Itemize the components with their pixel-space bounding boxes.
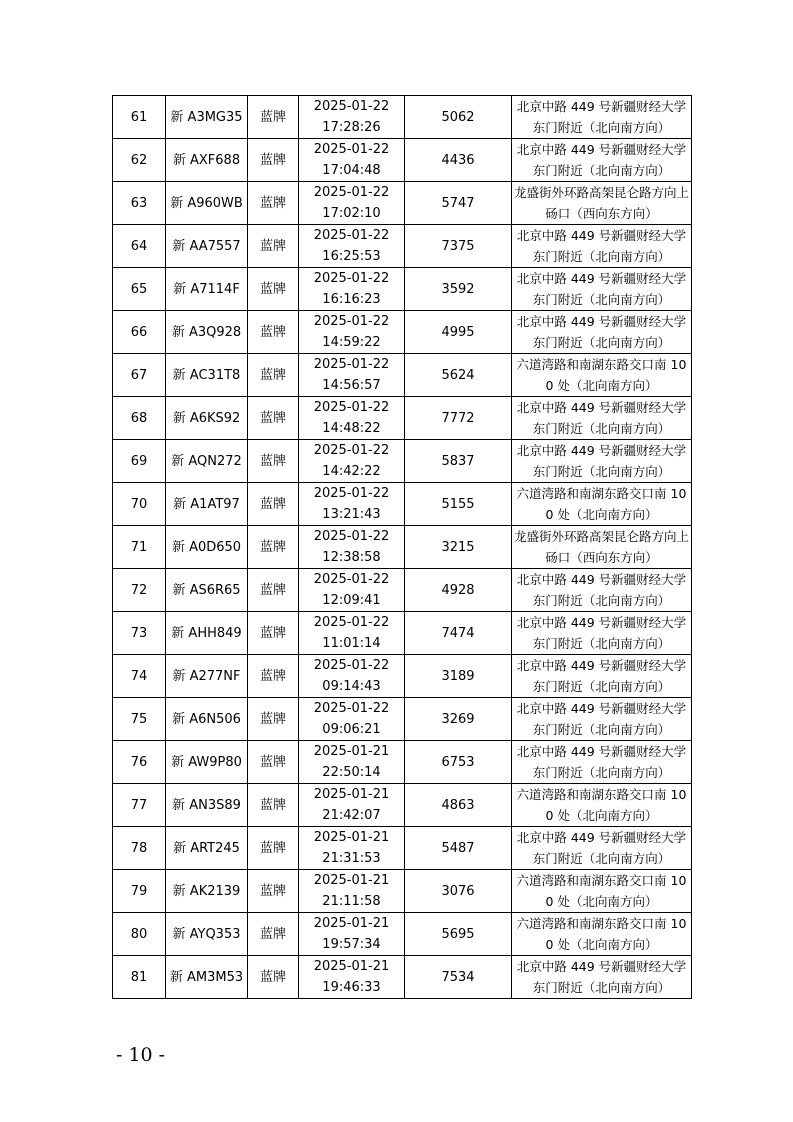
row-number-cell: 72 xyxy=(113,569,166,612)
table-row xyxy=(113,483,692,526)
time-text: 11:01:14 xyxy=(322,636,381,651)
violation-table xyxy=(112,95,692,999)
record-id-cell: 7534 xyxy=(405,956,512,999)
record-id-cell: 5837 xyxy=(405,440,512,483)
record-id-cell: 3269 xyxy=(405,698,512,741)
datetime-cell xyxy=(299,741,405,784)
plate-number-cell: 新 A1AT97 xyxy=(166,483,248,526)
record-id-cell: 5695 xyxy=(405,913,512,956)
date-text: 2025-01-22 xyxy=(313,314,390,329)
datetime-cell xyxy=(299,225,405,268)
row-number-cell: 63 xyxy=(113,182,166,225)
location-cell: 北京中路 449 号新疆财经大学东门附近（北向南方向） xyxy=(512,225,692,268)
table-row xyxy=(113,870,692,913)
table-row xyxy=(113,354,692,397)
time-text: 16:25:53 xyxy=(322,249,381,264)
datetime-cell xyxy=(299,612,405,655)
table-row xyxy=(113,569,692,612)
plate-number-cell: 新 AQN272 xyxy=(166,440,248,483)
row-number-cell: 67 xyxy=(113,354,166,397)
row-number-cell: 79 xyxy=(113,870,166,913)
row-number-cell: 65 xyxy=(113,268,166,311)
record-id-cell: 7474 xyxy=(405,612,512,655)
location-cell: 六道湾路和南湖东路交口南 100 处（北向南方向） xyxy=(512,784,692,827)
time-text: 09:14:43 xyxy=(322,679,381,694)
plate-color-cell: 蓝牌 xyxy=(248,354,299,397)
time-text: 14:59:22 xyxy=(322,335,381,350)
plate-number-cell: 新 AXF688 xyxy=(166,139,248,182)
table-row xyxy=(113,397,692,440)
plate-number-cell: 新 AYQ353 xyxy=(166,913,248,956)
location-cell: 北京中路 449 号新疆财经大学东门附近（北向南方向） xyxy=(512,569,692,612)
location-cell: 北京中路 449 号新疆财经大学东门附近（北向南方向） xyxy=(512,139,692,182)
datetime-cell xyxy=(299,784,405,827)
plate-color-cell: 蓝牌 xyxy=(248,182,299,225)
time-text: 21:31:53 xyxy=(322,851,381,866)
record-id-cell: 4928 xyxy=(405,569,512,612)
plate-color-cell: 蓝牌 xyxy=(248,139,299,182)
time-text: 14:42:22 xyxy=(322,464,381,479)
record-id-cell: 5747 xyxy=(405,182,512,225)
datetime-cell xyxy=(299,96,405,139)
datetime-cell xyxy=(299,870,405,913)
date-text: 2025-01-21 xyxy=(313,744,390,759)
row-number-cell: 64 xyxy=(113,225,166,268)
location-cell: 北京中路 449 号新疆财经大学东门附近（北向南方向） xyxy=(512,96,692,139)
plate-number-cell: 新 AW9P80 xyxy=(166,741,248,784)
datetime-cell xyxy=(299,440,405,483)
record-id-cell: 3189 xyxy=(405,655,512,698)
date-text: 2025-01-22 xyxy=(313,185,390,200)
violation-table-wrapper xyxy=(112,95,691,999)
date-text: 2025-01-22 xyxy=(313,658,390,673)
row-number-cell: 80 xyxy=(113,913,166,956)
plate-color-cell: 蓝牌 xyxy=(248,612,299,655)
row-number-cell: 66 xyxy=(113,311,166,354)
table-row xyxy=(113,96,692,139)
table-row xyxy=(113,913,692,956)
location-cell: 北京中路 449 号新疆财经大学东门附近（北向南方向） xyxy=(512,268,692,311)
date-text: 2025-01-22 xyxy=(313,99,390,114)
datetime-cell xyxy=(299,397,405,440)
datetime-cell xyxy=(299,569,405,612)
plate-number-cell: 新 A6KS92 xyxy=(166,397,248,440)
plate-color-cell: 蓝牌 xyxy=(248,225,299,268)
date-text: 2025-01-22 xyxy=(313,701,390,716)
location-cell: 北京中路 449 号新疆财经大学东门附近（北向南方向） xyxy=(512,311,692,354)
plate-number-cell: 新 A3Q928 xyxy=(166,311,248,354)
datetime-cell xyxy=(299,354,405,397)
time-text: 21:42:07 xyxy=(322,808,381,823)
table-row xyxy=(113,182,692,225)
table-row xyxy=(113,784,692,827)
date-text: 2025-01-21 xyxy=(313,916,390,931)
date-text: 2025-01-22 xyxy=(313,228,390,243)
location-cell: 北京中路 449 号新疆财经大学东门附近（北向南方向） xyxy=(512,397,692,440)
plate-color-cell: 蓝牌 xyxy=(248,96,299,139)
time-text: 12:09:41 xyxy=(322,593,381,608)
location-cell: 北京中路 449 号新疆财经大学东门附近（北向南方向） xyxy=(512,655,692,698)
record-id-cell: 7375 xyxy=(405,225,512,268)
plate-number-cell: 新 AHH849 xyxy=(166,612,248,655)
datetime-cell xyxy=(299,827,405,870)
plate-color-cell: 蓝牌 xyxy=(248,956,299,999)
record-id-cell: 6753 xyxy=(405,741,512,784)
date-text: 2025-01-22 xyxy=(313,615,390,630)
datetime-cell xyxy=(299,139,405,182)
record-id-cell: 4995 xyxy=(405,311,512,354)
plate-number-cell: 新 A960WB xyxy=(166,182,248,225)
time-text: 14:56:57 xyxy=(322,378,381,393)
date-text: 2025-01-21 xyxy=(313,959,390,974)
datetime-cell xyxy=(299,268,405,311)
plate-color-cell: 蓝牌 xyxy=(248,655,299,698)
time-text: 17:02:10 xyxy=(322,206,381,221)
location-cell: 龙盛街外环路高架昆仑路方向上砀口（西向东方向） xyxy=(512,526,692,569)
date-text: 2025-01-22 xyxy=(313,486,390,501)
location-cell: 北京中路 449 号新疆财经大学东门附近（北向南方向） xyxy=(512,612,692,655)
plate-number-cell: 新 A6N506 xyxy=(166,698,248,741)
row-number-cell: 81 xyxy=(113,956,166,999)
plate-number-cell: 新 ART245 xyxy=(166,827,248,870)
plate-number-cell: 新 AN3S89 xyxy=(166,784,248,827)
location-cell: 六道湾路和南湖东路交口南 100 处（北向南方向） xyxy=(512,483,692,526)
row-number-cell: 70 xyxy=(113,483,166,526)
plate-color-cell: 蓝牌 xyxy=(248,268,299,311)
table-row xyxy=(113,139,692,182)
location-cell: 北京中路 449 号新疆财经大学东门附近（北向南方向） xyxy=(512,827,692,870)
row-number-cell: 75 xyxy=(113,698,166,741)
plate-color-cell: 蓝牌 xyxy=(248,698,299,741)
table-row xyxy=(113,655,692,698)
plate-color-cell: 蓝牌 xyxy=(248,870,299,913)
plate-number-cell: 新 A0D650 xyxy=(166,526,248,569)
plate-color-cell: 蓝牌 xyxy=(248,827,299,870)
date-text: 2025-01-22 xyxy=(313,400,390,415)
record-id-cell: 4436 xyxy=(405,139,512,182)
row-number-cell: 69 xyxy=(113,440,166,483)
plate-color-cell: 蓝牌 xyxy=(248,913,299,956)
table-row xyxy=(113,698,692,741)
plate-color-cell: 蓝牌 xyxy=(248,440,299,483)
row-number-cell: 61 xyxy=(113,96,166,139)
date-text: 2025-01-22 xyxy=(313,271,390,286)
time-text: 09:06:21 xyxy=(322,722,381,737)
row-number-cell: 74 xyxy=(113,655,166,698)
record-id-cell: 7772 xyxy=(405,397,512,440)
date-text: 2025-01-21 xyxy=(313,787,390,802)
row-number-cell: 78 xyxy=(113,827,166,870)
time-text: 12:38:58 xyxy=(322,550,381,565)
record-id-cell: 3215 xyxy=(405,526,512,569)
row-number-cell: 77 xyxy=(113,784,166,827)
table-row xyxy=(113,311,692,354)
record-id-cell: 5062 xyxy=(405,96,512,139)
page-number: - 10 - xyxy=(116,1044,166,1066)
datetime-cell xyxy=(299,698,405,741)
time-text: 17:04:48 xyxy=(322,163,381,178)
date-text: 2025-01-22 xyxy=(313,572,390,587)
time-text: 19:46:33 xyxy=(322,980,381,995)
datetime-cell xyxy=(299,311,405,354)
plate-number-cell: 新 AK2139 xyxy=(166,870,248,913)
date-text: 2025-01-21 xyxy=(313,830,390,845)
date-text: 2025-01-22 xyxy=(313,142,390,157)
time-text: 22:50:14 xyxy=(322,765,381,780)
row-number-cell: 68 xyxy=(113,397,166,440)
datetime-cell xyxy=(299,526,405,569)
time-text: 14:48:22 xyxy=(322,421,381,436)
date-text: 2025-01-22 xyxy=(313,529,390,544)
plate-number-cell: 新 AC31T8 xyxy=(166,354,248,397)
plate-number-cell: 新 AM3M53 xyxy=(166,956,248,999)
datetime-cell xyxy=(299,182,405,225)
location-cell: 六道湾路和南湖东路交口南 100 处（北向南方向） xyxy=(512,354,692,397)
row-number-cell: 73 xyxy=(113,612,166,655)
date-text: 2025-01-22 xyxy=(313,357,390,372)
time-text: 17:28:26 xyxy=(322,120,381,135)
location-cell: 北京中路 449 号新疆财经大学东门附近（北向南方向） xyxy=(512,956,692,999)
record-id-cell: 4863 xyxy=(405,784,512,827)
record-id-cell: 5155 xyxy=(405,483,512,526)
record-id-cell: 5624 xyxy=(405,354,512,397)
datetime-cell xyxy=(299,655,405,698)
record-id-cell: 5487 xyxy=(405,827,512,870)
plate-number-cell: 新 AS6R65 xyxy=(166,569,248,612)
table-body xyxy=(113,96,692,999)
plate-color-cell: 蓝牌 xyxy=(248,526,299,569)
table-row xyxy=(113,956,692,999)
plate-color-cell: 蓝牌 xyxy=(248,311,299,354)
table-row xyxy=(113,526,692,569)
datetime-cell xyxy=(299,913,405,956)
record-id-cell: 3076 xyxy=(405,870,512,913)
location-cell: 北京中路 449 号新疆财经大学东门附近（北向南方向） xyxy=(512,440,692,483)
date-text: 2025-01-22 xyxy=(313,443,390,458)
location-cell: 北京中路 449 号新疆财经大学东门附近（北向南方向） xyxy=(512,698,692,741)
time-text: 16:16:23 xyxy=(322,292,381,307)
datetime-cell xyxy=(299,956,405,999)
plate-number-cell: 新 A277NF xyxy=(166,655,248,698)
date-text: 2025-01-21 xyxy=(313,873,390,888)
row-number-cell: 76 xyxy=(113,741,166,784)
plate-color-cell: 蓝牌 xyxy=(248,741,299,784)
plate-number-cell: 新 A7114F xyxy=(166,268,248,311)
location-cell: 六道湾路和南湖东路交口南 100 处（北向南方向） xyxy=(512,870,692,913)
table-row xyxy=(113,268,692,311)
record-id-cell: 3592 xyxy=(405,268,512,311)
plate-color-cell: 蓝牌 xyxy=(248,397,299,440)
plate-color-cell: 蓝牌 xyxy=(248,569,299,612)
time-text: 13:21:43 xyxy=(322,507,381,522)
plate-number-cell: 新 A3MG35 xyxy=(166,96,248,139)
location-cell: 六道湾路和南湖东路交口南 100 处（北向南方向） xyxy=(512,913,692,956)
location-cell: 北京中路 449 号新疆财经大学东门附近（北向南方向） xyxy=(512,741,692,784)
datetime-cell xyxy=(299,483,405,526)
table-row xyxy=(113,741,692,784)
time-text: 19:57:34 xyxy=(322,937,381,952)
table-row xyxy=(113,440,692,483)
row-number-cell: 62 xyxy=(113,139,166,182)
plate-number-cell: 新 AA7557 xyxy=(166,225,248,268)
plate-color-cell: 蓝牌 xyxy=(248,784,299,827)
location-cell: 龙盛街外环路高架昆仑路方向上砀口（西向东方向） xyxy=(512,182,692,225)
table-row xyxy=(113,612,692,655)
row-number-cell: 71 xyxy=(113,526,166,569)
table-row xyxy=(113,225,692,268)
plate-color-cell: 蓝牌 xyxy=(248,483,299,526)
time-text: 21:11:58 xyxy=(322,894,381,909)
table-row xyxy=(113,827,692,870)
